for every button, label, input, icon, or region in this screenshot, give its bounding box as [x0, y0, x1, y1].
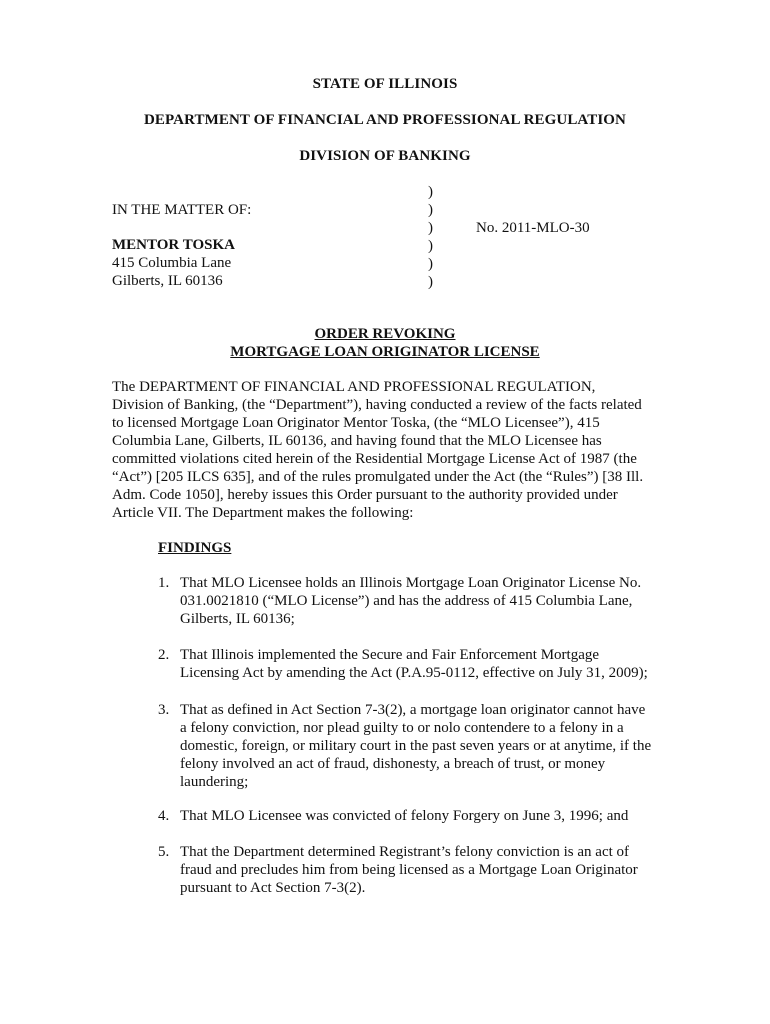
- intro-line: Division of Banking, (the “Department”), having conducted a review of the facts related: [112, 397, 642, 413]
- finding-number: 2.: [158, 647, 170, 663]
- finding-line: a felony conviction, nor plead guilty to or nolo contendere to a felony in a: [180, 720, 624, 736]
- finding-line: fraud and precludes him from being licensed as a Mortgage Loan Originator: [180, 862, 638, 878]
- finding-line: That MLO Licensee holds an Illinois Mortgage Loan Originator License No.: [180, 575, 642, 591]
- finding-line: Gilberts, IL 60136;: [180, 611, 295, 627]
- finding-number: 5.: [158, 844, 170, 860]
- intro-line: Adm. Code 1050], hereby issues this Order pursuant to the authority provided under: [112, 487, 618, 503]
- finding-line: domestic, foreign, or military court in the past seven years or at anytime, if the: [180, 738, 652, 754]
- intro-line: Article VII. The Department makes the following:: [112, 505, 414, 521]
- finding-line: That Illinois implemented the Secure and Fair Enforcement Mortgage: [180, 647, 600, 663]
- findings-heading: FINDINGS: [158, 540, 232, 556]
- caption-paren: ): [428, 220, 433, 236]
- header-division: DIVISION OF BANKING: [299, 148, 471, 164]
- finding-number: 3.: [158, 702, 170, 718]
- caption-paren: ): [428, 274, 433, 290]
- finding-line: That MLO Licensee was convicted of felony Forgery on June 3, 1996; and: [180, 808, 629, 824]
- header-state: STATE OF ILLINOIS: [312, 76, 458, 92]
- respondent-address-line2: Gilberts, IL 60136: [112, 273, 223, 289]
- respondent-address-line1: 415 Columbia Lane: [112, 255, 232, 271]
- finding-text: [180, 701, 651, 791]
- order-title-line2: MORTGAGE LOAN ORIGINATOR LICENSE: [230, 344, 540, 360]
- intro-line: committed violations cited herein of the Residential Mortgage License Act of 1987 (the: [112, 451, 637, 467]
- respondent-name: MENTOR TOSKA: [112, 237, 235, 253]
- finding-line: felony involved an act of fraud, dishonesty, a breach of trust, or money: [180, 756, 606, 772]
- intro-line: to licensed Mortgage Loan Originator Mentor Toska, (the “MLO Licensee”), 415: [112, 415, 600, 431]
- intro-line: The DEPARTMENT OF FINANCIAL AND PROFESSIONAL REGULATION,: [112, 379, 596, 395]
- finding-text: [180, 843, 638, 897]
- finding-line: laundering;: [180, 774, 249, 790]
- caption-paren: ): [428, 202, 433, 218]
- finding-line: Licensing Act by amending the Act (P.A.95-0112, effective on July 31, 2009);: [180, 665, 648, 681]
- finding-line: That the Department determined Registrant’s felony conviction is an act of: [180, 844, 630, 860]
- order-title-line1: ORDER REVOKING: [314, 326, 456, 342]
- finding-number: 4.: [158, 808, 170, 824]
- caption-paren: ): [428, 238, 433, 254]
- intro-line: Columbia Lane, Gilberts, IL 60136, and having found that the MLO Licensee has: [112, 433, 602, 449]
- case-number: No. 2011-MLO-30: [476, 220, 590, 236]
- caption-paren: ): [428, 256, 433, 272]
- intro-line: “Act”) [205 ILCS 635], and of the rules promulgated under the Act (the “Rules”) [38 Ill.: [112, 469, 644, 485]
- finding-line: pursuant to Act Section 7-3(2).: [180, 880, 366, 896]
- caption-paren: ): [428, 184, 433, 200]
- intro-paragraph: [112, 378, 667, 522]
- finding-text: [180, 807, 628, 825]
- header-department: DEPARTMENT OF FINANCIAL AND PROFESSIONAL REGULATION: [144, 112, 626, 128]
- finding-number: 1.: [158, 575, 170, 591]
- finding-line: That as defined in Act Section 7-3(2), a mortgage loan originator cannot have: [180, 702, 646, 718]
- finding-text: [180, 574, 641, 628]
- finding-line: 031.0021810 (“MLO License”) and has the address of 415 Columbia Lane,: [180, 593, 633, 609]
- matter-label: IN THE MATTER OF:: [112, 202, 252, 218]
- finding-text: [180, 646, 648, 682]
